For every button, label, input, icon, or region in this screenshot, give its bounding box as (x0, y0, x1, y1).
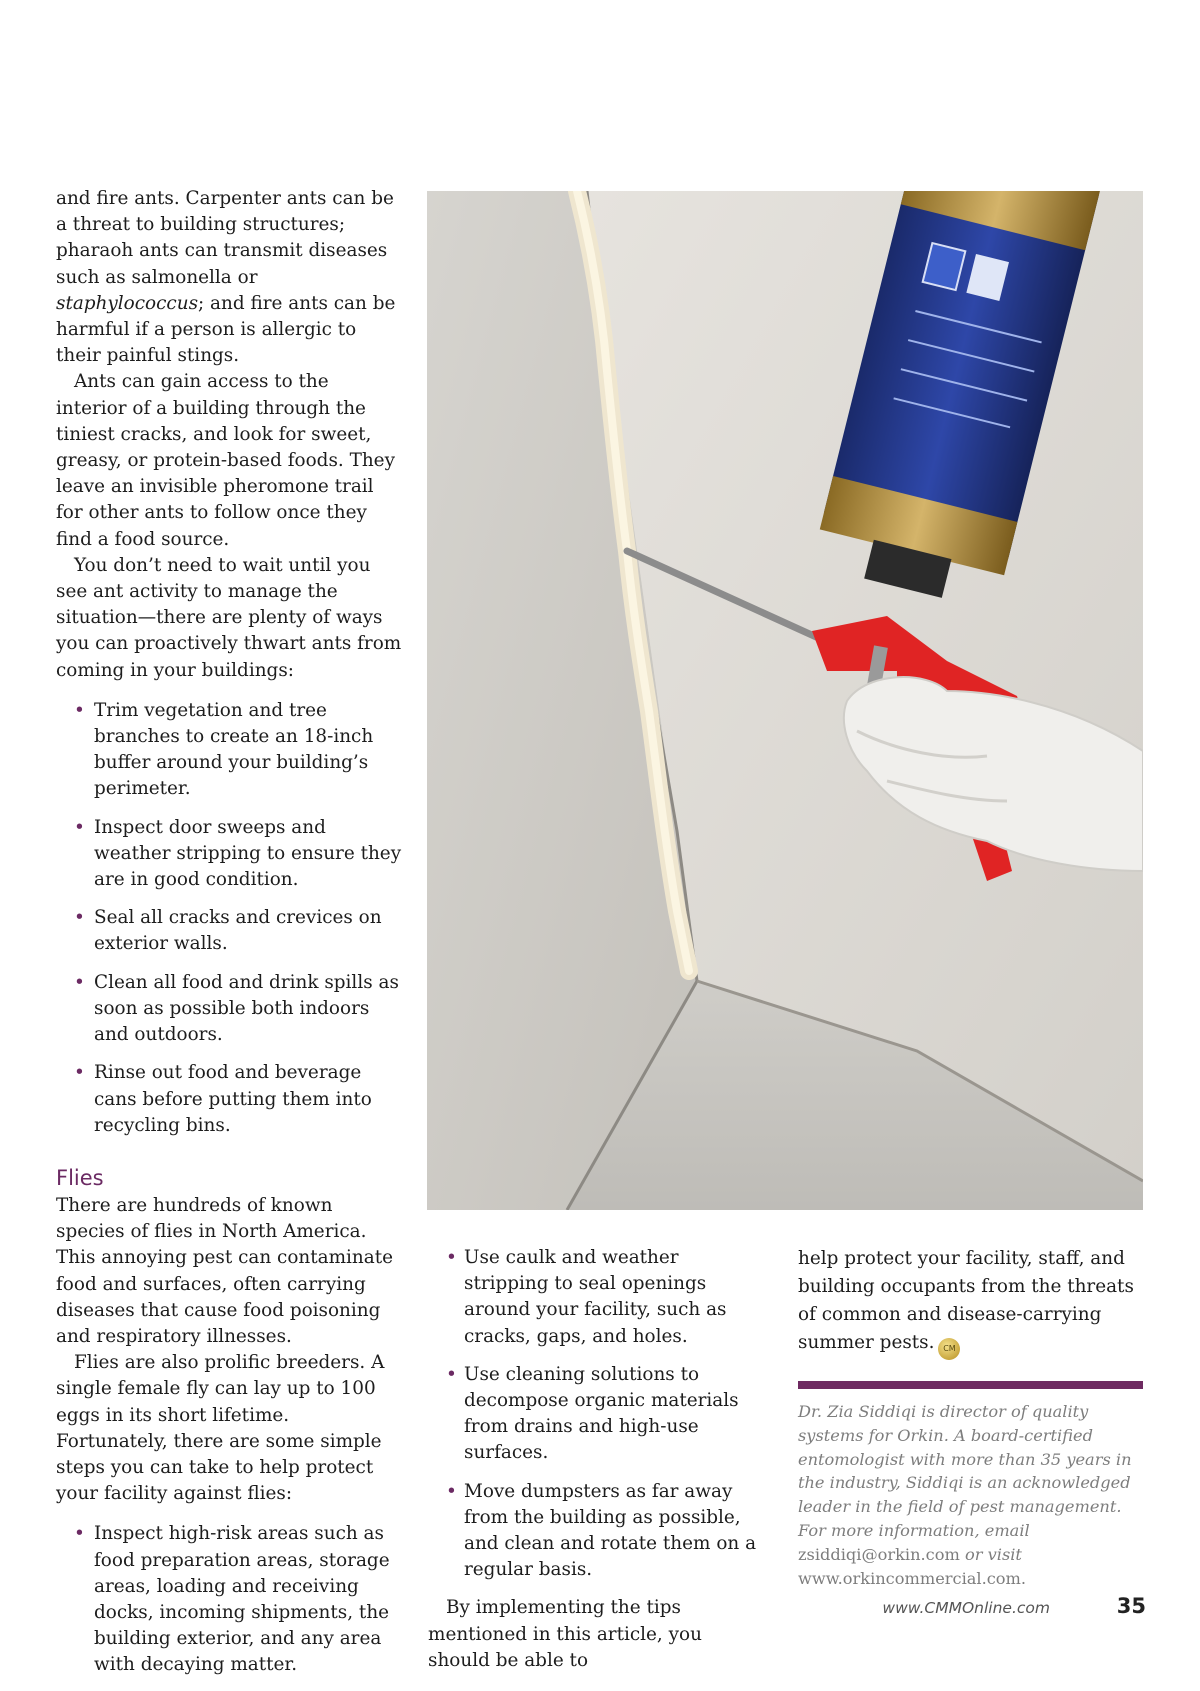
paragraph-ant-access: Ants can gain access to the interior of a building through the tiniest cracks, and look for sweet, greasy, or protein-based foods. They leave an invisible pheromone trail for other ants to follow once they find a food source. (56, 371, 395, 550)
ant-tips-list (56, 698, 404, 1139)
text-span: ; and fire ants can be harmful if a person is allergic to their painful stings. (56, 292, 396, 367)
bio-text: . (1020, 1568, 1027, 1588)
list-item: • Trim vegetation and tree branches to create an 18-inch buffer around your building’s perimeter. (56, 698, 404, 803)
paragraph-flies-intro: There are hundreds of known species of flies in North America. This annoying pest can contaminate food and surfaces, often carrying diseases that cause food poisoning and respiratory illnesses. (56, 1194, 393, 1347)
paragraph-conclusion: By implementing the tips mentioned in this article, you should be able to (428, 1597, 702, 1671)
bio-divider (798, 1381, 1143, 1389)
bio-text: or visit (959, 1544, 1022, 1564)
paragraph-flies-breeders: Flies are also prolific breeders. A single female fly can lay up to 100 eggs in its short lifetime. Fortunately, there are some simple steps you can take to help protect your facility against flies: (56, 1352, 385, 1505)
paragraph-conclusion-end (798, 1245, 1143, 1360)
list-item: • Use caulk and weather stripping to seal openings around your facility, such as cracks, gaps, and holes. (428, 1245, 768, 1350)
bio-website-link[interactable]: www.orkincommercial.com (798, 1568, 1021, 1588)
article-column-2 (428, 1245, 768, 1674)
text-span: and fire ants. Carpenter ants can be a threat to building structures; pharaoh ants can transmit diseases such as salmonella or (56, 188, 394, 288)
list-item: • Inspect high-risk areas such as food preparation areas, storage areas, loading and receiving docks, incoming shipments, the building exterior, and any area with decaying matter. (56, 1521, 404, 1678)
author-bio (798, 1400, 1143, 1590)
paragraph-ant-prevention-intro: You don’t need to wait until you see ant activity to manage the situation—there are plenty of ways you can proactively thwart ants from coming in your buildings: (56, 554, 402, 681)
list-item: • Use cleaning solutions to decompose organic materials from drains and high-use surfaces. (428, 1362, 768, 1467)
list-item: • Seal all cracks and crevices on exterior walls. (56, 905, 404, 957)
text-span: help protect your facility, staff, and building occupants from the threats of common and disease-carrying summer pests. (798, 1248, 1134, 1353)
fly-tips-list (56, 1521, 404, 1678)
article-column-1 (56, 186, 404, 1691)
list-item: • Rinse out food and beverage cans before putting them into recycling bins. (56, 1060, 404, 1139)
fly-tips-list-continued (428, 1245, 768, 1583)
end-mark-icon: CM (938, 1338, 960, 1360)
list-item: • Clean all food and drink spills as soon as possible both indoors and outdoors. (56, 970, 404, 1049)
paragraph-ant-types (56, 186, 404, 369)
foam-sealant-gun-photo (427, 191, 1143, 1210)
foam-sealant-photo (427, 191, 1143, 1210)
bio-text: Dr. Zia Siddiqi is director of quality systems for Orkin. A board-certified entomologist with more than 35 years in the industry, Siddiqi is an acknowledged leader in the field of pest management. For more information, email (798, 1402, 1132, 1540)
section-heading-flies: Flies (56, 1165, 104, 1190)
list-item: • Inspect door sweeps and weather stripping to ensure they are in good condition. (56, 815, 404, 894)
article-column-3 (798, 1245, 1143, 1360)
page-number: 35 (1116, 1594, 1146, 1618)
footer-website[interactable]: www.CMMOnline.com (882, 1599, 1050, 1617)
italic-term: staphylococcus (56, 292, 199, 314)
bio-email-link[interactable]: zsiddiqi@orkin.com (798, 1544, 960, 1564)
list-item: • Move dumpsters as far away from the building as possible, and clean and rotate them on a regular basis. (428, 1479, 768, 1584)
